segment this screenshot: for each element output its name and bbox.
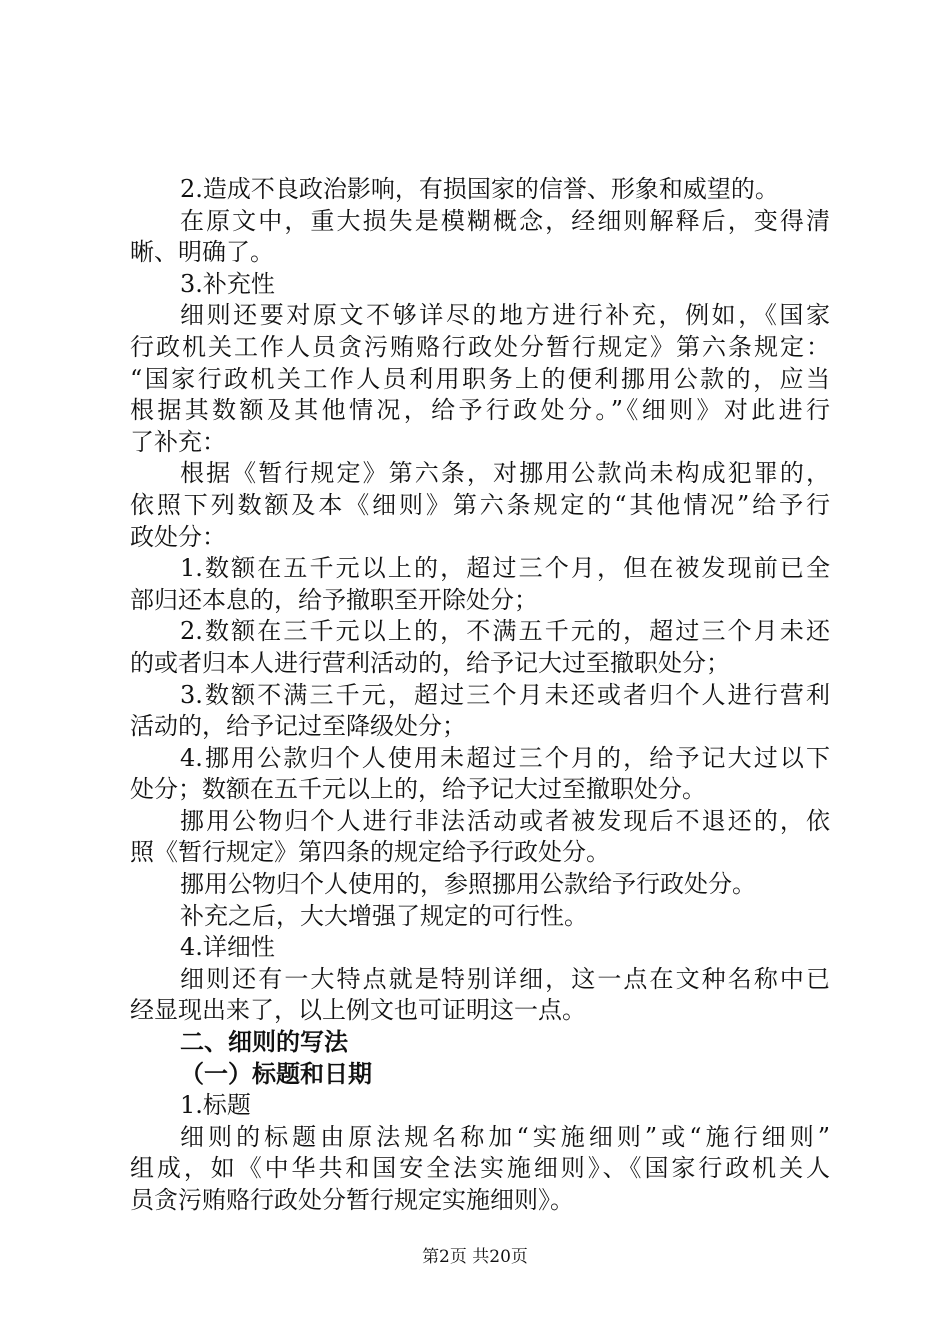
text-line: 补充之后，大大增强了规定的可行性。 bbox=[180, 901, 588, 930]
text-line: 细则的标题由原法规名称加“实施细则”或“施行细则” bbox=[180, 1122, 830, 1151]
text-line: 根据其数额及其他情况，给予行政处分。”《细则》对此进行 bbox=[130, 396, 830, 425]
page-footer: 第2页 共20页 bbox=[422, 1247, 528, 1267]
text-line: 2.数额在三千元以上的，不满五千元的，超过三个月未还 bbox=[180, 617, 830, 646]
text-line: 经显现出来了，以上例文也可证明这一点。 bbox=[130, 996, 586, 1025]
text-line: 3.数额不满三千元，超过三个月未还或者归个人进行营利 bbox=[180, 680, 830, 709]
text-line: 4.详细性 bbox=[180, 933, 275, 962]
text-line: 1.标题 bbox=[180, 1091, 251, 1120]
text-line: 3.补充性 bbox=[180, 269, 275, 298]
text-line: 照《暂行规定》第四条的规定给予行政处分。 bbox=[130, 838, 610, 867]
text-line: 组成，如《中华共和国安全法实施细则》、《国家行政机关人 bbox=[130, 1154, 830, 1183]
text-line: 根据《暂行规定》第六条，对挪用公款尚未构成犯罪的， bbox=[180, 459, 830, 488]
text-line: 2.造成不良政治影响，有损国家的信誉、形象和威望的。 bbox=[180, 175, 779, 203]
text-line: 处分；数额在五千元以上的，给予记大过至撤职处分。 bbox=[130, 775, 706, 804]
text-line: 挪用公物归个人进行非法活动或者被发现后不退还的，依 bbox=[180, 806, 830, 835]
text-line: 细则还有一大特点就是特别详细，这一点在文种名称中已 bbox=[180, 964, 830, 993]
text-line: 部归还本息的，给予撤职至开除处分； bbox=[130, 585, 538, 614]
text-line: 1.数额在五千元以上的，超过三个月，但在被发现前已全 bbox=[180, 554, 830, 583]
text-line: 行政机关工作人员贪污贿赂行政处分暂行规定》第六条规定： bbox=[130, 332, 830, 361]
text-line: 4.挪用公款归个人使用未超过三个月的，给予记大过以下 bbox=[180, 743, 830, 772]
text-line: 员贪污贿赂行政处分暂行规定实施细则》。 bbox=[130, 1186, 574, 1214]
text-line: 依照下列数额及本《细则》第六条规定的“其他情况”给予行 bbox=[130, 490, 830, 519]
text-line: 了补充： bbox=[130, 427, 226, 456]
text-line: 细则还要对原文不够详尽的地方进行补充，例如，《国家 bbox=[180, 301, 830, 330]
text-line: 政处分： bbox=[130, 522, 226, 551]
section-heading: 二、细则的写法 bbox=[180, 1028, 348, 1057]
text-line: 活动的，给予记过至降级处分； bbox=[130, 712, 466, 741]
text-line: “国家行政机关工作人员利用职务上的便利挪用公款的，应当 bbox=[130, 364, 830, 393]
text-line: 晰、明确了。 bbox=[130, 238, 274, 267]
text-line: 挪用公物归个人使用的，参照挪用公款给予行政处分。 bbox=[180, 870, 756, 899]
document-body bbox=[130, 174, 830, 1217]
section-heading: （一）标题和日期 bbox=[180, 1059, 372, 1088]
text-line: 在原文中，重大损失是模糊概念，经细则解释后，变得清 bbox=[180, 206, 830, 235]
text-line: 的或者归本人进行营利活动的，给予记大过至撤职处分； bbox=[130, 648, 730, 677]
